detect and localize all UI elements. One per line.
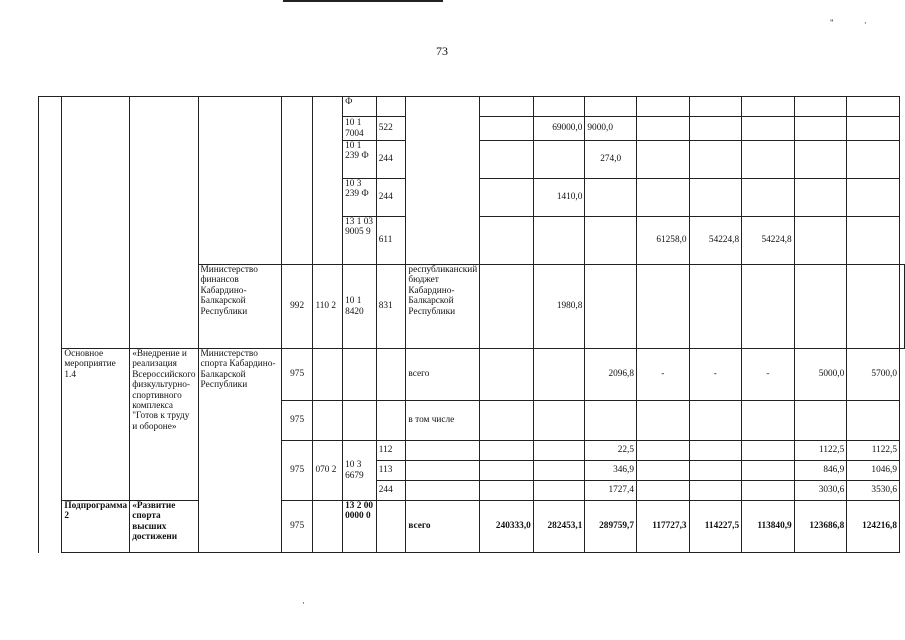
value-cell: 1980,8	[533, 265, 585, 349]
vr-cell: 244	[376, 179, 406, 217]
value-cell: 5000,0	[794, 349, 847, 401]
grbs-cell: 975	[281, 441, 313, 501]
rzpr-cell: 110 2	[313, 265, 343, 349]
vr-cell: 831	[376, 265, 406, 349]
value-cell: 61258,0	[637, 217, 690, 265]
grbs-cell: 975	[281, 349, 313, 401]
code-cell: 10 1 239 Ф	[343, 141, 377, 179]
source-cell: всего	[406, 501, 480, 553]
vr-cell: 113	[376, 461, 406, 481]
code-cell: 10 3 6679	[343, 441, 377, 501]
table-row	[39, 97, 905, 117]
vr-cell: 112	[376, 441, 406, 461]
vr-cell: 611	[376, 217, 406, 265]
vr-cell: 244	[376, 141, 406, 179]
event-name: «Внедрение и реализация Всероссийского физкультурно-спортивного комплекса "Готов к труду и обороне»	[130, 349, 198, 501]
table-row	[39, 349, 905, 401]
corner-marks: " ·	[830, 18, 881, 28]
value-cell: 1727,4	[585, 481, 637, 501]
value-cell: 1122,5	[847, 441, 900, 461]
value-cell: 282453,1	[533, 501, 585, 553]
grbs-cell: 975	[281, 401, 313, 441]
vr-cell: 244	[376, 481, 406, 501]
value-cell: 124216,8	[847, 501, 900, 553]
top-rule	[283, 0, 443, 2]
value-cell: 54224,8	[689, 217, 742, 265]
value-cell: 22,5	[585, 441, 637, 461]
subprogram-label: Подпрограмма 2	[62, 501, 130, 553]
value-cell: 123686,8	[794, 501, 847, 553]
value-cell: 274,0	[585, 141, 637, 179]
event-label: Основное мероприятие 1.4	[62, 349, 130, 501]
value-cell: -	[637, 349, 690, 401]
table-row	[39, 501, 905, 553]
code-cell: 13 1 03 9005 9	[343, 217, 377, 265]
value-cell: -	[689, 349, 742, 401]
value-cell: 114227,5	[689, 501, 742, 553]
code-cell: 10 3 239 Ф	[343, 179, 377, 217]
value-cell: 1122,5	[794, 441, 847, 461]
source-cell: всего	[406, 349, 480, 401]
value-cell: 346,9	[585, 461, 637, 481]
code-cell: 10 1 7004	[343, 117, 377, 141]
value-cell: 2096,8	[585, 349, 637, 401]
source-cell: в том числе	[406, 401, 480, 441]
value-cell: 289759,7	[585, 501, 637, 553]
source-cell: республиканский бюджет Кабардино-Балкарской Республики	[406, 265, 480, 349]
value-cell: 54224,8	[742, 217, 795, 265]
stray-mark: ·	[302, 598, 305, 608]
value-cell: 240333,0	[480, 501, 534, 553]
value-cell: 113840,9	[742, 501, 795, 553]
subprogram-name: «Развитие спорта высших достижени	[130, 501, 198, 553]
value-cell: -	[742, 349, 795, 401]
executor-cell: Министерство финансов Кабардино-Балкарской Республики	[198, 265, 281, 349]
grbs-cell: 992	[281, 265, 313, 349]
code-cell: 13 2 00 0000 0	[343, 501, 377, 553]
grbs-cell: 975	[281, 501, 313, 553]
executor-cell: Министерство спорта Кабардино-Балкарской Республики	[198, 349, 281, 553]
value-cell: 9000,0	[585, 117, 637, 141]
value-cell: 846,9	[794, 461, 847, 481]
value-cell: 3530,6	[847, 481, 900, 501]
value-cell: 69000,0	[533, 117, 585, 141]
page-number: 73	[436, 44, 448, 58]
value-cell: 5700,0	[847, 349, 900, 401]
code-cell: 10 1 8420	[343, 265, 377, 349]
vr-cell: 522	[376, 117, 406, 141]
value-cell: 1046,9	[847, 461, 900, 481]
budget-table	[38, 96, 905, 553]
value-cell: 3030,6	[794, 481, 847, 501]
value-cell: 1410,0	[533, 179, 585, 217]
value-cell: 117727,3	[637, 501, 690, 553]
code-cell: Ф	[343, 97, 377, 117]
rzpr-cell: 070 2	[313, 441, 343, 501]
